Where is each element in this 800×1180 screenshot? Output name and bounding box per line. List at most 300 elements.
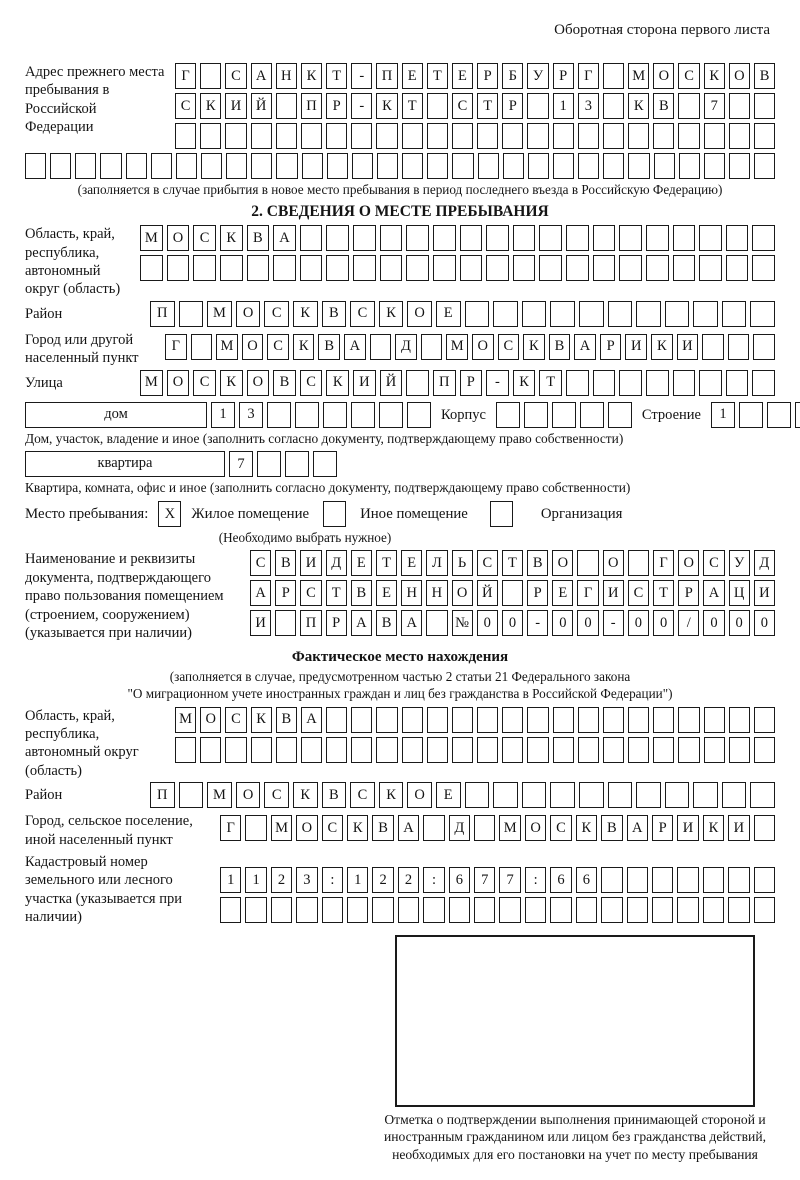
char-cell: П — [150, 301, 175, 327]
char-cell: Н — [426, 580, 447, 606]
char-cell: К — [576, 815, 597, 841]
char-cell — [550, 301, 575, 327]
char-cell — [247, 255, 270, 281]
char-cell — [326, 255, 349, 281]
char-cell — [502, 737, 523, 763]
char-cell — [566, 255, 589, 281]
char-cell — [728, 897, 749, 923]
actual-city-label: Город, сельское поселение, иной населенный пункт — [25, 813, 193, 848]
char-cell — [550, 897, 571, 923]
char-cell — [699, 225, 722, 251]
char-cell: С — [225, 63, 246, 89]
char-cell — [652, 897, 673, 923]
char-cell: А — [273, 225, 296, 251]
char-cell — [627, 867, 648, 893]
street-block — [25, 370, 775, 396]
district-row — [150, 301, 775, 327]
char-cell: С — [264, 782, 289, 808]
char-cell — [752, 255, 775, 281]
char-cell — [652, 867, 673, 893]
stroenie-cells — [711, 402, 800, 428]
region-label: Область, край, республика, автономный округ (область) — [25, 226, 121, 298]
char-cell — [553, 153, 574, 179]
char-cell: В — [601, 815, 622, 841]
char-cell — [627, 897, 648, 923]
char-cell: 7 — [229, 451, 253, 477]
char-cell — [502, 580, 523, 606]
cadastral-row-2 — [220, 897, 775, 923]
char-cell: С — [628, 580, 649, 606]
actual-region-block — [25, 707, 775, 781]
char-cell — [603, 93, 624, 119]
char-cell — [251, 123, 272, 149]
char-cell: Е — [552, 580, 573, 606]
region-block — [25, 225, 775, 299]
char-cell: 1 — [245, 867, 266, 893]
char-cell — [524, 402, 548, 428]
prev-address-block — [25, 63, 775, 149]
char-cell: - — [486, 370, 509, 396]
stay-type-note: (Необходимо выбрать нужное) — [218, 530, 392, 546]
char-cell — [175, 737, 196, 763]
char-cell — [653, 123, 674, 149]
char-cell: Г — [577, 580, 598, 606]
char-cell: 0 — [577, 610, 598, 636]
char-cell — [665, 782, 690, 808]
char-cell — [251, 737, 272, 763]
char-cell — [220, 897, 241, 923]
char-cell: В — [322, 301, 347, 327]
char-cell: 2 — [372, 867, 393, 893]
char-cell: Т — [653, 580, 674, 606]
char-cell — [729, 93, 750, 119]
char-cell — [628, 737, 649, 763]
char-cell: 1 — [347, 867, 368, 893]
char-cell: Е — [402, 63, 423, 89]
char-cell — [406, 255, 429, 281]
char-cell — [753, 334, 775, 360]
stay-option-organization-label: Организация — [540, 505, 623, 522]
char-cell: К — [251, 707, 272, 733]
char-cell — [496, 402, 520, 428]
house-cells — [211, 402, 431, 428]
char-cell — [376, 737, 397, 763]
char-cell — [326, 737, 347, 763]
char-cell: - — [527, 610, 548, 636]
char-cell — [728, 867, 749, 893]
char-cell: Е — [351, 550, 372, 576]
char-cell — [257, 451, 281, 477]
char-cell — [301, 737, 322, 763]
char-cell — [433, 255, 456, 281]
char-cell — [167, 255, 190, 281]
char-cell: Н — [401, 580, 422, 606]
char-cell — [502, 707, 523, 733]
char-cell — [552, 402, 576, 428]
stay-type-label: Место пребывания: — [25, 505, 149, 522]
char-cell — [225, 737, 246, 763]
char-cell: А — [401, 610, 422, 636]
char-cell — [646, 225, 669, 251]
char-cell — [527, 737, 548, 763]
char-cell: В — [376, 610, 397, 636]
char-cell — [326, 225, 349, 251]
char-cell — [699, 255, 722, 281]
char-cell: 6 — [550, 867, 571, 893]
char-cell — [499, 897, 520, 923]
char-cell — [300, 225, 323, 251]
char-cell: Й — [380, 370, 403, 396]
char-cell: Б — [502, 63, 523, 89]
char-cell — [486, 255, 509, 281]
char-cell: Т — [477, 93, 498, 119]
char-cell — [326, 707, 347, 733]
char-cell — [754, 897, 775, 923]
char-cell — [699, 370, 722, 396]
char-cell: 0 — [502, 610, 523, 636]
char-cell — [665, 301, 690, 327]
char-cell: О — [653, 63, 674, 89]
char-cell — [271, 897, 292, 923]
char-cell: С — [300, 370, 323, 396]
char-cell — [527, 93, 548, 119]
char-cell: М — [499, 815, 520, 841]
char-cell: Р — [326, 610, 347, 636]
char-cell — [593, 255, 616, 281]
char-cell — [353, 255, 376, 281]
char-cell — [327, 153, 348, 179]
char-cell — [703, 867, 724, 893]
char-cell — [679, 153, 700, 179]
char-cell — [754, 707, 775, 733]
char-cell — [452, 707, 473, 733]
char-cell: - — [603, 610, 624, 636]
char-cell — [729, 123, 750, 149]
char-cell: К — [628, 93, 649, 119]
char-cell — [402, 123, 423, 149]
char-cell — [722, 782, 747, 808]
char-cell — [452, 737, 473, 763]
char-cell: И — [225, 93, 246, 119]
char-cell: М — [207, 782, 232, 808]
char-cell — [465, 782, 490, 808]
char-cell: Т — [502, 550, 523, 576]
char-cell: А — [703, 580, 724, 606]
char-cell: 0 — [754, 610, 775, 636]
char-cell — [140, 255, 163, 281]
char-cell — [726, 255, 749, 281]
document-row-2 — [250, 580, 775, 606]
char-cell — [427, 123, 448, 149]
char-cell: В — [351, 580, 372, 606]
char-cell: С — [300, 580, 321, 606]
char-cell: Р — [652, 815, 673, 841]
char-cell — [353, 225, 376, 251]
char-cell: К — [523, 334, 545, 360]
actual-region-label: Область, край, республика, автономный округ (область) — [25, 707, 139, 779]
char-cell — [693, 782, 718, 808]
char-cell — [275, 610, 296, 636]
char-cell: И — [677, 815, 698, 841]
actual-city-row — [220, 815, 775, 841]
char-cell — [628, 123, 649, 149]
apartment-block — [25, 451, 775, 477]
char-cell — [603, 707, 624, 733]
house-note: Дом, участок, владение и иное (заполнить согласно документу, подтверждающему право собственности) — [25, 430, 624, 446]
char-cell — [351, 123, 372, 149]
char-cell: Й — [477, 580, 498, 606]
city-block — [25, 331, 775, 368]
char-cell — [704, 707, 725, 733]
actual-district-block — [25, 782, 775, 808]
char-cell — [628, 153, 649, 179]
char-cell: Г — [578, 63, 599, 89]
char-cell — [427, 737, 448, 763]
char-cell — [673, 370, 696, 396]
char-cell: 1 — [211, 402, 235, 428]
stay-option-residential-checkbox: X — [158, 501, 181, 527]
char-cell — [678, 93, 699, 119]
char-cell: Д — [449, 815, 470, 841]
char-cell: Н — [276, 63, 297, 89]
char-cell: И — [250, 610, 271, 636]
char-cell — [579, 301, 604, 327]
actual-city-block — [25, 812, 775, 849]
document-row-1 — [250, 550, 775, 576]
char-cell — [673, 225, 696, 251]
char-cell — [191, 334, 213, 360]
char-cell: В — [653, 93, 674, 119]
char-cell — [550, 782, 575, 808]
char-cell — [322, 897, 343, 923]
char-cell: К — [347, 815, 368, 841]
char-cell — [313, 451, 337, 477]
char-cell: С — [250, 550, 271, 576]
char-cell: С — [452, 93, 473, 119]
char-cell — [376, 707, 397, 733]
city-label: Город или другой населенный пункт — [25, 331, 139, 367]
char-cell — [406, 370, 429, 396]
char-cell — [380, 255, 403, 281]
char-cell — [726, 370, 749, 396]
char-cell: С — [550, 815, 571, 841]
char-cell: С — [225, 707, 246, 733]
char-cell — [601, 897, 622, 923]
char-cell: Е — [376, 580, 397, 606]
char-cell — [646, 370, 669, 396]
char-cell — [179, 301, 204, 327]
char-cell — [750, 782, 775, 808]
char-cell: А — [398, 815, 419, 841]
char-cell — [295, 402, 319, 428]
char-cell: О — [407, 782, 432, 808]
char-cell: О — [167, 370, 190, 396]
actual-location-note-2: "О миграционном учете иностранных граждан и лиц без гражданства в Российской Федерации") — [127, 686, 673, 702]
char-cell — [477, 123, 498, 149]
char-cell: К — [220, 370, 243, 396]
char-cell: О — [407, 301, 432, 327]
char-cell: 2 — [271, 867, 292, 893]
char-cell: С — [193, 370, 216, 396]
char-cell — [426, 610, 447, 636]
char-cell: О — [552, 550, 573, 576]
char-cell — [750, 301, 775, 327]
char-cell: 3 — [296, 867, 317, 893]
char-cell — [754, 153, 775, 179]
char-cell: Д — [395, 334, 417, 360]
char-cell: 7 — [704, 93, 725, 119]
char-cell — [493, 301, 518, 327]
char-cell: К — [704, 63, 725, 89]
char-cell — [619, 225, 642, 251]
char-cell: Р — [527, 580, 548, 606]
char-cell: 1 — [553, 93, 574, 119]
char-cell — [577, 550, 598, 576]
char-cell — [539, 255, 562, 281]
char-cell: Р — [326, 93, 347, 119]
char-cell — [678, 707, 699, 733]
prev-address-note: (заполняется в случае прибытия в новое место пребывания в период последнего въезда в Российскую Федерацию) — [77, 182, 723, 197]
actual-location-heading: Фактическое место нахождения — [291, 649, 509, 666]
char-cell — [100, 153, 121, 179]
char-cell: А — [574, 334, 596, 360]
char-cell: : — [322, 867, 343, 893]
char-cell: В — [247, 225, 270, 251]
char-cell — [752, 225, 775, 251]
char-cell: М — [271, 815, 292, 841]
char-cell: П — [300, 610, 321, 636]
char-cell: Т — [326, 63, 347, 89]
char-cell — [406, 225, 429, 251]
char-cell: 3 — [239, 402, 263, 428]
char-cell — [267, 402, 291, 428]
char-cell — [754, 815, 775, 841]
char-cell — [200, 737, 221, 763]
char-cell: П — [376, 63, 397, 89]
char-cell: К — [326, 370, 349, 396]
char-cell: Е — [436, 301, 461, 327]
char-cell — [646, 255, 669, 281]
char-cell: М — [140, 225, 163, 251]
char-cell: Р — [275, 580, 296, 606]
char-cell: В — [754, 63, 775, 89]
char-cell — [273, 255, 296, 281]
char-cell: С — [477, 550, 498, 576]
char-cell: О — [236, 301, 261, 327]
char-cell: А — [250, 580, 271, 606]
registration-mark-box — [395, 935, 755, 1107]
char-cell: - — [351, 93, 372, 119]
char-cell: О — [200, 707, 221, 733]
char-cell — [578, 123, 599, 149]
char-cell — [433, 225, 456, 251]
char-cell: К — [301, 63, 322, 89]
char-cell — [528, 153, 549, 179]
char-cell — [729, 737, 750, 763]
char-cell: С — [264, 301, 289, 327]
char-cell: М — [207, 301, 232, 327]
char-cell — [302, 153, 323, 179]
char-cell: О — [296, 815, 317, 841]
char-cell — [245, 815, 266, 841]
char-cell: Т — [539, 370, 562, 396]
char-cell — [402, 707, 423, 733]
char-cell — [513, 225, 536, 251]
char-cell — [493, 782, 518, 808]
prev-address-row-3 — [175, 123, 775, 149]
char-cell: С — [350, 301, 375, 327]
char-cell: Л — [426, 550, 447, 576]
char-cell — [370, 334, 392, 360]
city-row — [165, 334, 775, 360]
char-cell — [423, 815, 444, 841]
char-cell — [300, 255, 323, 281]
char-cell: К — [651, 334, 673, 360]
char-cell: Й — [251, 93, 272, 119]
char-cell — [379, 402, 403, 428]
char-cell — [75, 153, 96, 179]
char-cell: Е — [401, 550, 422, 576]
char-cell — [601, 867, 622, 893]
char-cell — [245, 897, 266, 923]
char-cell — [200, 123, 221, 149]
stay-option-residential-label: Жилое помещение — [191, 505, 310, 522]
char-cell — [423, 897, 444, 923]
char-cell: Т — [402, 93, 423, 119]
char-cell — [452, 153, 473, 179]
char-cell — [729, 153, 750, 179]
stroenie-label: Строение — [641, 406, 701, 423]
char-cell — [522, 301, 547, 327]
char-cell: О — [452, 580, 473, 606]
char-cell: 0 — [653, 610, 674, 636]
char-cell — [603, 737, 624, 763]
char-cell: К — [379, 782, 404, 808]
char-cell — [752, 370, 775, 396]
char-cell — [151, 153, 172, 179]
char-cell — [619, 370, 642, 396]
char-cell — [693, 301, 718, 327]
char-cell: В — [318, 334, 340, 360]
char-cell — [427, 707, 448, 733]
district-block — [25, 301, 775, 327]
char-cell: В — [275, 550, 296, 576]
char-cell: 6 — [449, 867, 470, 893]
document-row-3 — [250, 610, 775, 636]
cadastral-label: Кадастровый номер земельного или лесного участка (указывается при наличии) — [25, 853, 182, 926]
char-cell: С — [350, 782, 375, 808]
char-cell: Д — [754, 550, 775, 576]
char-cell: И — [677, 334, 699, 360]
char-cell — [25, 153, 46, 179]
char-cell: О — [167, 225, 190, 251]
char-cell: У — [527, 63, 548, 89]
district-label: Район — [25, 305, 63, 322]
char-cell — [654, 153, 675, 179]
char-cell: Р — [460, 370, 483, 396]
char-cell — [608, 402, 632, 428]
char-cell: О — [729, 63, 750, 89]
char-cell — [376, 123, 397, 149]
document-block — [25, 550, 775, 642]
char-cell: К — [379, 301, 404, 327]
char-cell — [527, 707, 548, 733]
char-cell: А — [627, 815, 648, 841]
prev-address-row-1 — [175, 63, 775, 89]
char-cell — [421, 334, 443, 360]
char-cell: : — [525, 867, 546, 893]
house-box: дом — [25, 402, 207, 428]
